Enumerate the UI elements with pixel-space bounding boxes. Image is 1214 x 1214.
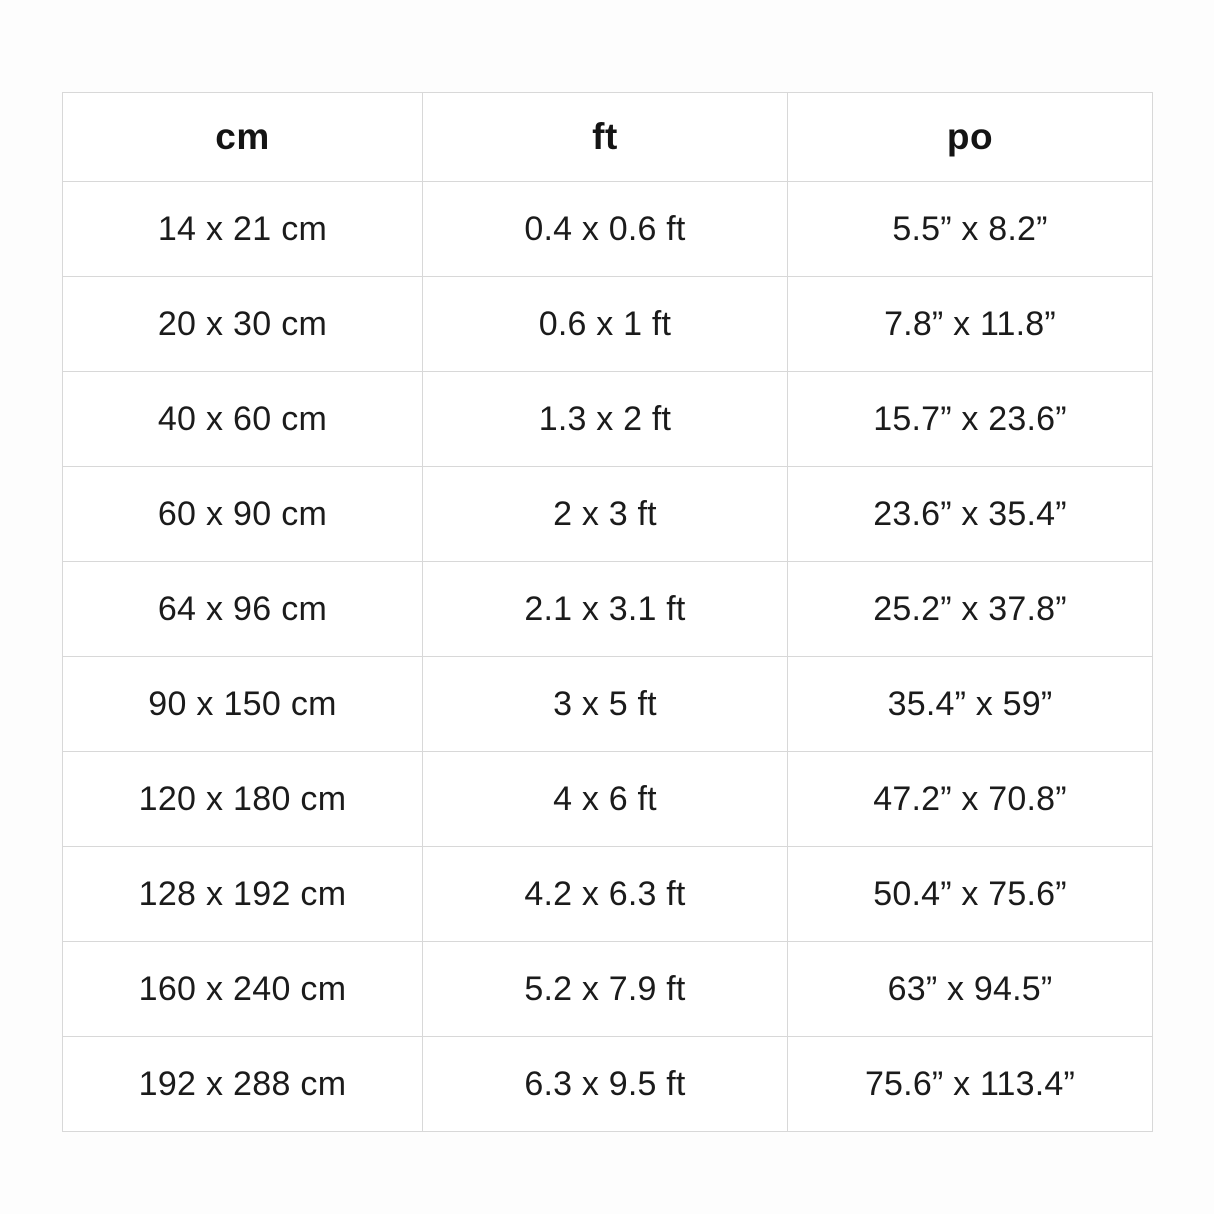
cell-ft: 1.3 x 2 ft [423,372,788,467]
table-row [63,1037,1153,1132]
cell-cm: 160 x 240 cm [63,942,423,1037]
column-header-po: po [788,93,1153,182]
cell-po: 35.4” x 59” [788,657,1153,752]
cell-ft: 2 x 3 ft [423,467,788,562]
cell-ft: 5.2 x 7.9 ft [423,942,788,1037]
cell-ft: 6.3 x 9.5 ft [423,1037,788,1132]
cell-cm: 64 x 96 cm [63,562,423,657]
table-header-row [63,93,1153,182]
cell-cm: 120 x 180 cm [63,752,423,847]
cell-po: 7.8” x 11.8” [788,277,1153,372]
cell-cm: 192 x 288 cm [63,1037,423,1132]
table-row [63,372,1153,467]
table-row [63,277,1153,372]
table-row [63,467,1153,562]
cell-cm: 14 x 21 cm [63,182,423,277]
cell-po: 5.5” x 8.2” [788,182,1153,277]
column-header-cm: cm [63,93,423,182]
cell-ft: 4 x 6 ft [423,752,788,847]
cell-po: 47.2” x 70.8” [788,752,1153,847]
cell-po: 50.4” x 75.6” [788,847,1153,942]
cell-ft: 2.1 x 3.1 ft [423,562,788,657]
cell-cm: 60 x 90 cm [63,467,423,562]
size-conversion-table [62,92,1153,1132]
table-row [63,752,1153,847]
cell-po: 63” x 94.5” [788,942,1153,1037]
table-row [63,562,1153,657]
table-row [63,847,1153,942]
table-row [63,182,1153,277]
size-conversion-table-container [62,92,1152,1132]
cell-po: 15.7” x 23.6” [788,372,1153,467]
cell-cm: 128 x 192 cm [63,847,423,942]
cell-cm: 20 x 30 cm [63,277,423,372]
table-body [63,182,1153,1132]
table-row [63,942,1153,1037]
table-header [63,93,1153,182]
cell-ft: 4.2 x 6.3 ft [423,847,788,942]
cell-po: 75.6” x 113.4” [788,1037,1153,1132]
cell-po: 25.2” x 37.8” [788,562,1153,657]
cell-ft: 0.4 x 0.6 ft [423,182,788,277]
column-header-ft: ft [423,93,788,182]
cell-cm: 40 x 60 cm [63,372,423,467]
cell-po: 23.6” x 35.4” [788,467,1153,562]
table-row [63,657,1153,752]
cell-cm: 90 x 150 cm [63,657,423,752]
cell-ft: 3 x 5 ft [423,657,788,752]
cell-ft: 0.6 x 1 ft [423,277,788,372]
